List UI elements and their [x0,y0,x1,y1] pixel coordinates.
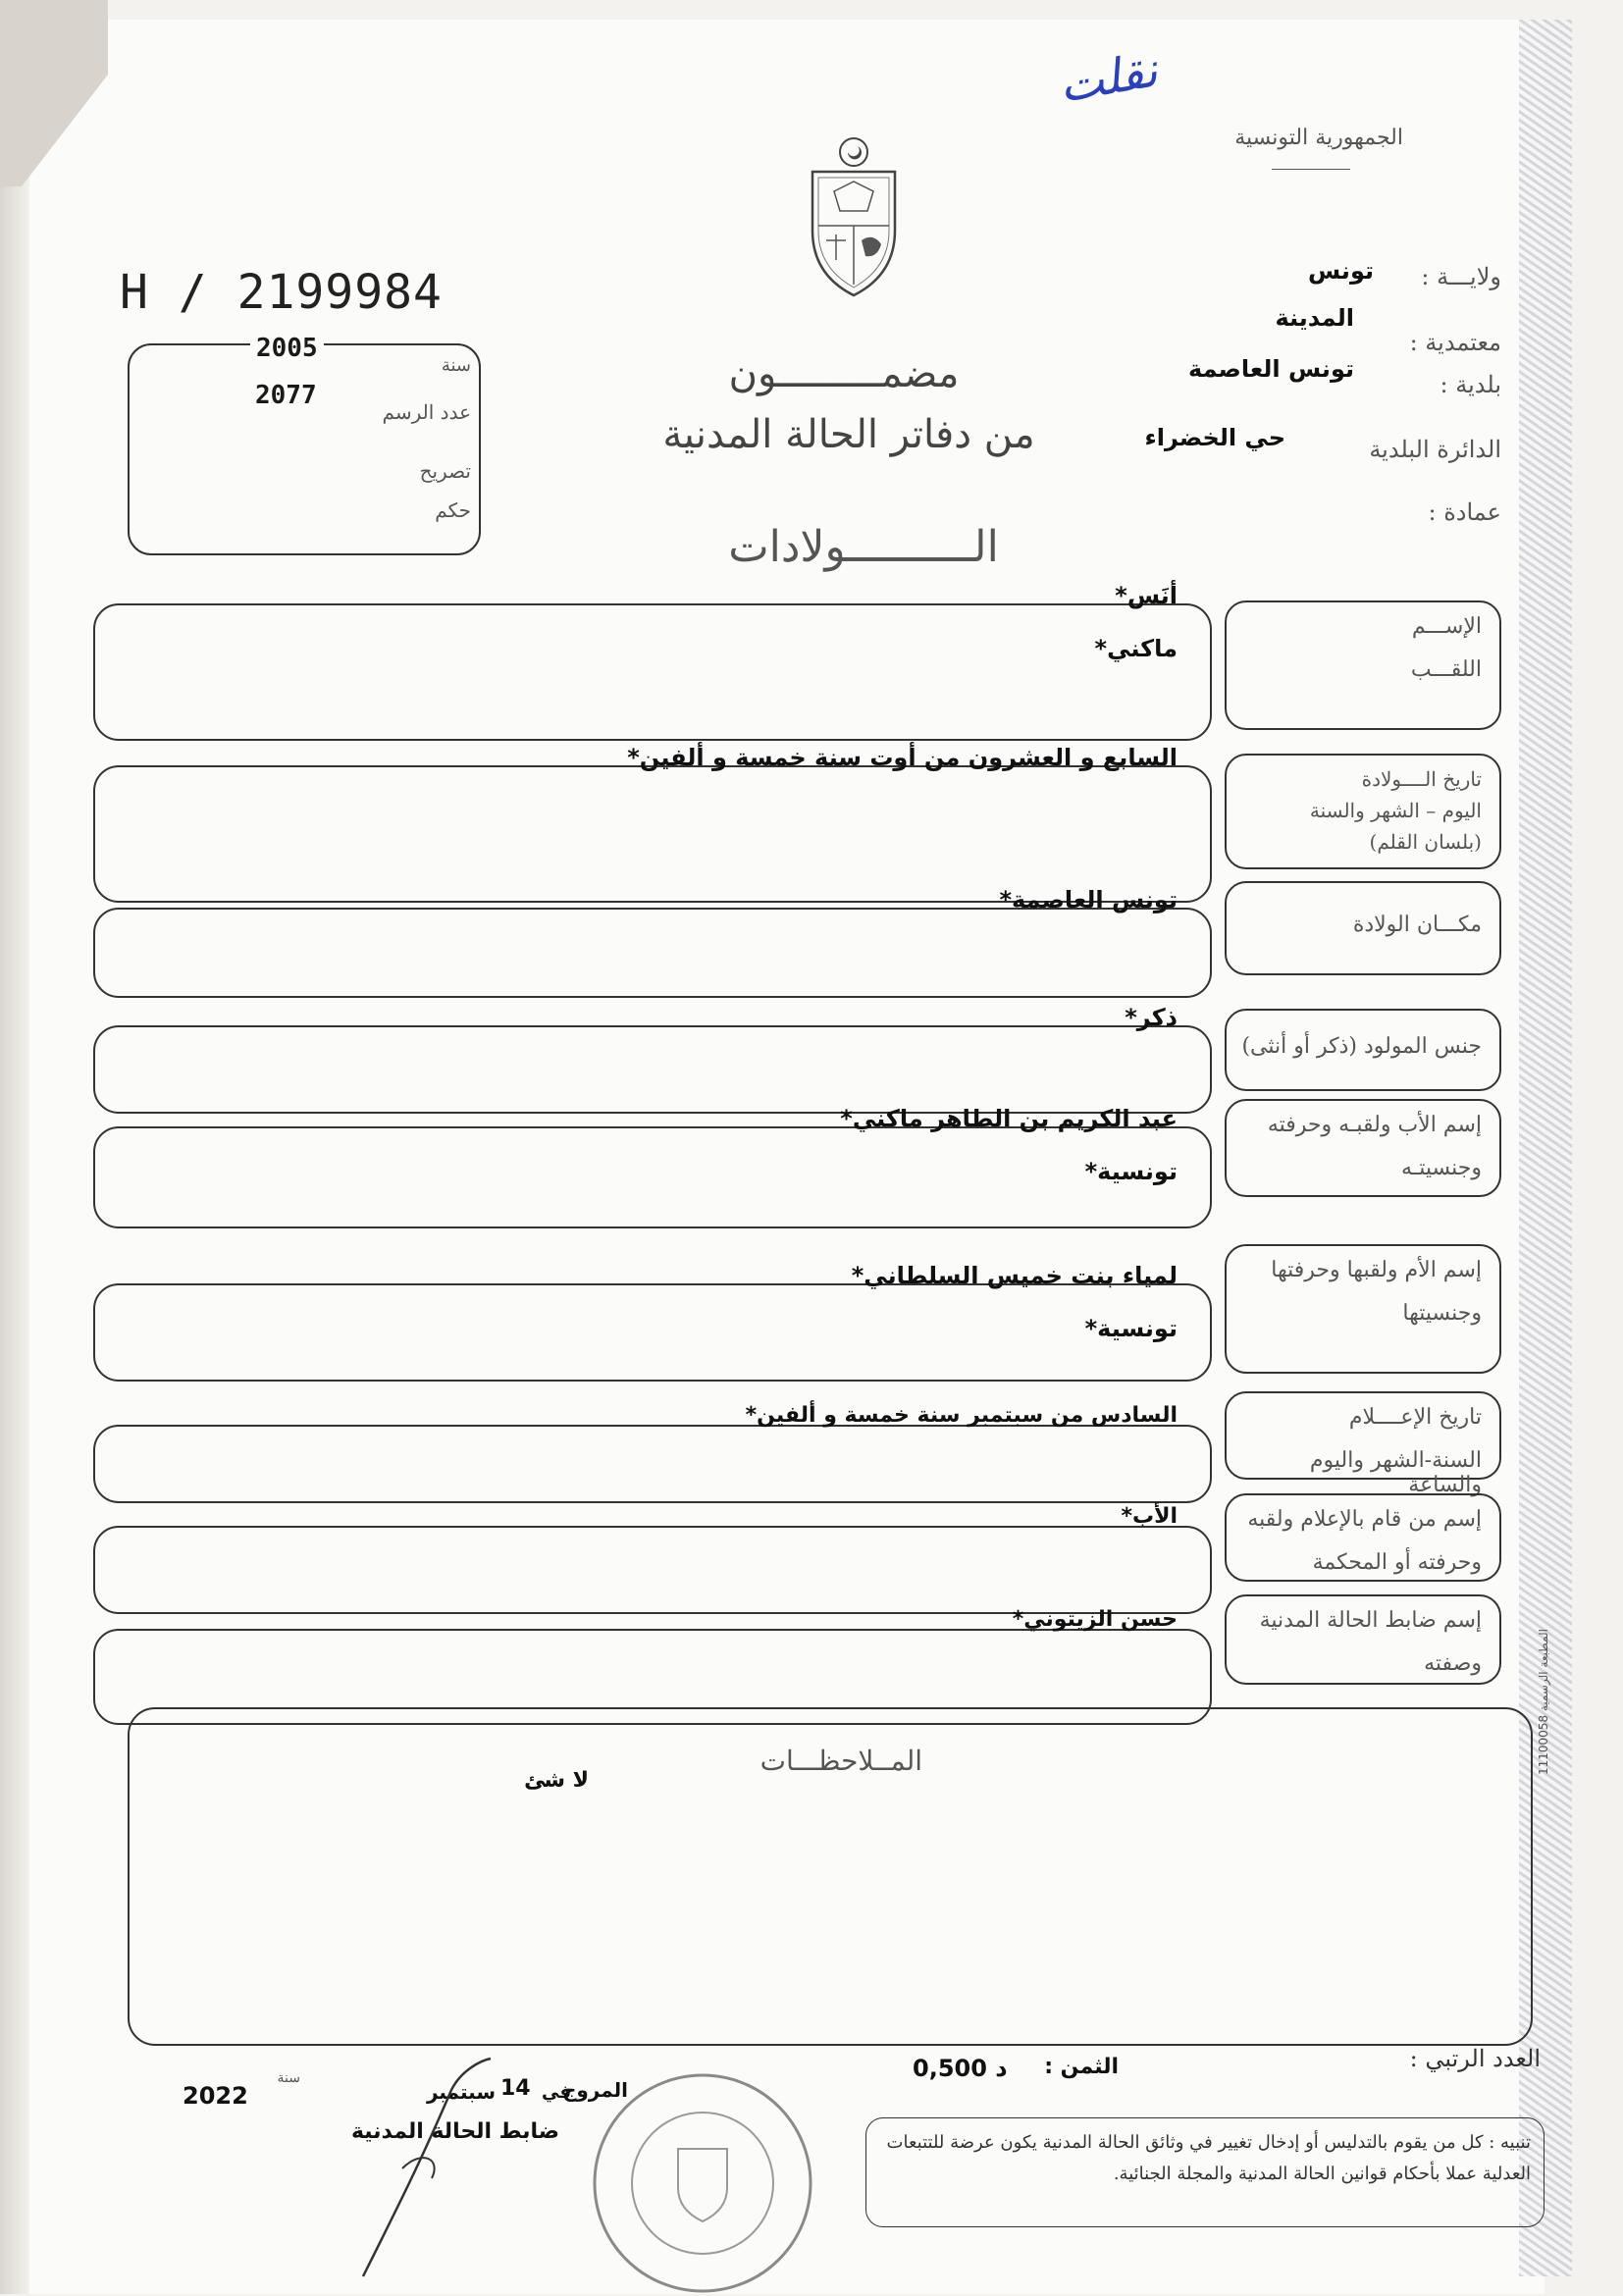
field-value-box [93,1526,1212,1614]
field-value-box [93,908,1212,998]
field-value: السابع و العشرون من أوت سنة خمسة و ألفين* [627,744,1178,771]
field-value-box [93,1425,1212,1503]
republic-underline [1272,169,1350,170]
field-label: جنس المولود (ذكر أو أنثى) [1241,1034,1482,1059]
registry-declaration-label: تصريح [419,459,471,483]
field-label: الإســـم [1411,614,1482,639]
issue-month: سبتمبر [426,2080,496,2104]
handwritten-note: نقلت [1054,42,1162,114]
title-registers: من دفاتر الحالة المدنية [662,412,1035,457]
field-label: وصفته [1424,1651,1482,1676]
registry-number: 2077 [255,381,317,410]
title-madmoun: مضمـــــــــون [728,351,960,396]
imada-label: عمادة : [1428,498,1501,526]
title-births: الــــــــــولادات [728,522,999,572]
issue-place: المروج [561,2078,628,2102]
price-label: الثمن : [1044,2055,1119,2079]
registry-year: 2005 [250,334,324,363]
field-value: حسن الزيتوني* [1012,1607,1178,1632]
side-print: المطبعة الرسمية 11100058 [1537,1629,1550,1775]
paper-shadow [0,157,29,2294]
serial-label: العدد الرتبي : [1409,2045,1541,2072]
remarks-value: لا شئ [524,1768,589,1793]
field-label: وجنسيتـه [1400,1156,1482,1180]
issue-year-label: سنة [277,2070,300,2086]
field-label: تاريخ الإعــــلام [1348,1405,1482,1430]
baladia-label: بلدية : [1440,371,1501,398]
field-label: مكـــان الولادة [1352,913,1482,937]
field-label: إسم الأم ولقبها وحرفتها [1271,1258,1482,1282]
daira-label: الدائرة البلدية [1369,436,1501,463]
field-label: إسم من قام بالإعلام ولقبه [1247,1507,1482,1532]
field-value: تونس العاصمة* [999,886,1178,913]
field-value-box [93,1025,1212,1114]
republic-title: الجمهورية التونسية [1234,126,1403,150]
field-value-box [93,603,1212,741]
daira-value: حي الخضراء [1144,424,1285,451]
motamadia-label: معتمدية : [1409,329,1501,356]
field-value-box [93,765,1212,903]
coat-of-arms-icon [805,132,903,309]
issue-day: 14 [500,2076,531,2101]
registry-number-label: عدد الرسم [382,400,471,424]
wilaya-label: ولايـــة : [1421,263,1501,290]
field-value: ماكني* [1094,635,1178,662]
field-label: تاريخ الــــولادة [1361,767,1482,791]
field-label: إسم ضابط الحالة المدنية [1259,1608,1482,1633]
warning-text: تنبيه : كل من يقوم بالتدليس أو إدخال تغيير في وثائق الحالة المدنية يكون عرضة للتتبعات العدلية عملا بأحكام قوانين الحالة المدنية والمجلة الجنائية. [886,2132,1531,2184]
field-label: اللقـــب [1410,657,1482,682]
field-label: السنة-الشهر واليوم والساعة [1309,1448,1482,1497]
remarks-label: المــلاحظـــات [759,1745,922,1777]
civil-officer: ضابط الحالة المدنية [350,2119,559,2144]
field-value: السادس من سبتمبر سنة خمسة و ألفين* [745,1403,1178,1428]
field-value: تونسية* [1084,1315,1178,1342]
field-value: أنَس* [1115,582,1178,609]
signature-icon [343,2051,500,2286]
field-value: عبد الكريم بن الطاهر ماكني* [840,1105,1178,1132]
field-value: ذكر* [1125,1004,1178,1031]
registry-year-label: سنة [441,355,471,376]
field-label: اليوم – الشهر والسنة [1309,799,1482,822]
issue-date-prefix: في [542,2082,571,2103]
field-value: تونسية* [1084,1158,1178,1185]
registry-judgment-label: حكم [435,498,471,522]
field-label: وجنسيتها [1402,1301,1482,1326]
field-value: الأب* [1121,1504,1178,1529]
serial-number: H / 2199984 [120,265,443,320]
field-value: لمياء بنت خميس السلطاني* [851,1262,1178,1289]
issue-year: 2022 [183,2082,248,2110]
wilaya-value: تونس [1308,257,1374,285]
field-label: إسم الأب ولقبـه وحرفته [1267,1113,1482,1137]
price-value: 0,500 د [913,2055,1008,2082]
official-stamp-icon [585,2070,820,2296]
field-label: (بلسان القلم) [1369,830,1482,854]
motamadia-value: المدينة [1275,304,1354,332]
field-label: وحرفته أو المحكمة [1312,1550,1482,1575]
baladia-value: تونس العاصمة [1188,355,1354,383]
